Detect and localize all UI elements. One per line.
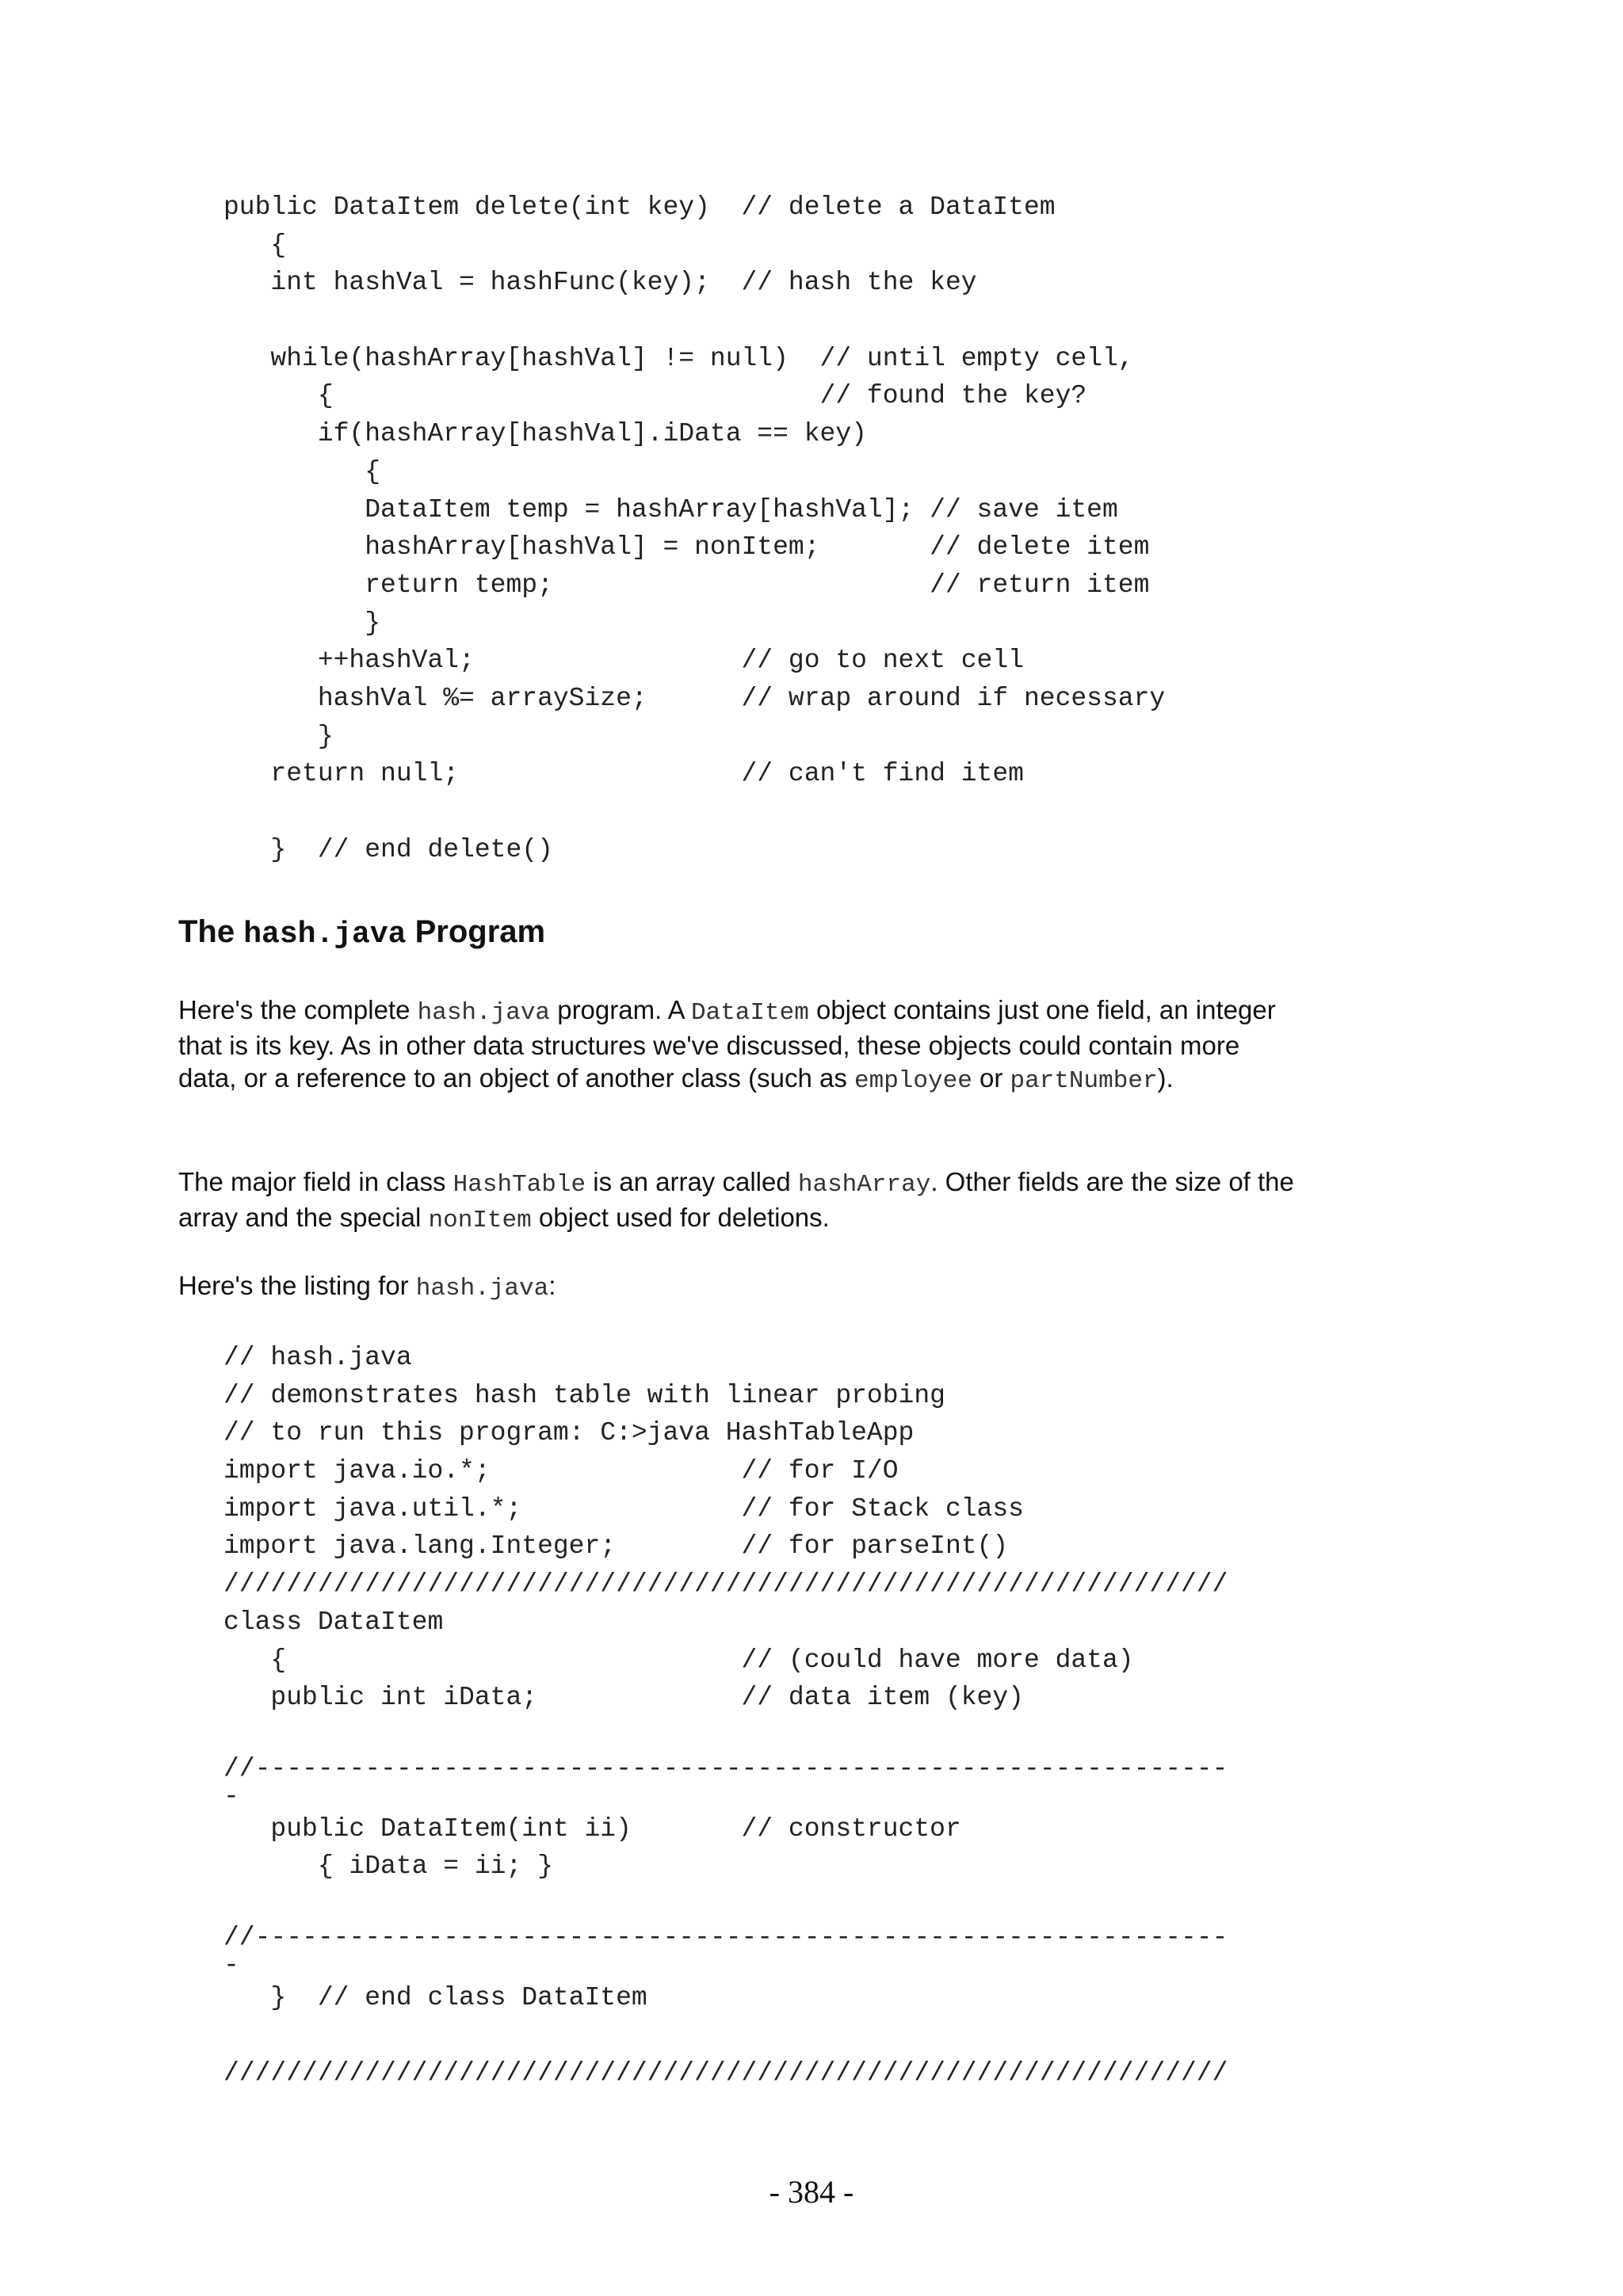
heading-code: hash.java [243,917,407,952]
para-text: Here's the complete [178,995,418,1024]
para-text: object contains just one field, an integer that is its key. As in other data structures we've discussed, these objects could contain more data, or a reference to an object of another class (such as [178,995,1276,1093]
code-line-blank [223,793,1165,831]
code-line-divider: //-------------------------------------------------------------- [223,1753,1228,1783]
inline-code: hash.java [415,1275,549,1302]
code-line: // hash.java [223,1343,412,1372]
code-line-divider: //-------------------------------------------------------------- [223,1922,1228,1952]
section-heading [178,911,545,955]
code-line-blank [223,1717,1228,1755]
code-block-delete-method [223,189,1165,868]
code-line: import java.util.*; // for Stack class [223,1493,1024,1524]
code-line: class DataItem [223,1607,444,1637]
code-line: } // end delete() [223,834,553,864]
inline-code: hashArray [797,1171,931,1199]
code-line: public int iData; // data item (key) [223,1683,1024,1713]
inline-code: hash.java [417,999,551,1027]
code-line: public DataItem delete(int key) // delete a DataItem [223,193,1056,222]
code-line: import java.lang.Integer; // for parseInt() [223,1531,1009,1562]
para-text: or [972,1063,1010,1093]
code-line-divider-wrap: - [223,1950,239,1980]
code-line-blank [223,1886,1228,1924]
code-line: { // found the key? [223,381,1087,411]
inline-code: HashTable [453,1171,586,1199]
code-line: import java.io.*; // for I/O [223,1456,899,1486]
code-line: } [223,608,381,638]
code-line: hashVal %= arraySize; // wrap around if necessary [223,683,1166,713]
code-line: public DataItem(int ii) // constructor [223,1814,961,1844]
code-line: hashArray[hashVal] = nonItem; // delete item [223,532,1150,563]
code-line: // to run this program: C:>java HashTableApp [223,1418,915,1448]
code-line: { iData = ii; } [223,1852,553,1882]
code-line: { [223,230,287,260]
paragraph-hashtable-fields [178,1165,1304,1237]
code-line-blank [223,302,1165,340]
code-line: { // (could have more data) [223,1645,1134,1675]
heading-suffix: Program [406,914,546,949]
code-line: int hashVal = hashFunc(key); // hash the key [223,268,977,298]
para-text: . Other fields are the size of the array and the special [178,1167,1294,1232]
code-line-separator: //////////////////////////////////////////////////////////////// [223,2058,1228,2088]
inline-code: nonItem [428,1207,532,1234]
para-text: object used for deletions. [531,1203,830,1232]
code-block-hash-java-listing [223,1339,1228,2092]
code-line: ++hashVal; // go to next cell [223,646,1024,676]
code-line: } // end class DataItem [223,1982,647,2012]
inline-code: DataItem [690,999,809,1027]
code-line: return null; // can't find item [223,759,1024,789]
code-line: // demonstrates hash table with linear probing [223,1380,945,1410]
inline-code: partNumber [1010,1067,1158,1095]
para-text: Here's the listing for [178,1271,416,1300]
code-line: if(hashArray[hashVal].iData == key) [223,419,867,449]
paragraph-intro [178,994,1304,1097]
code-line: while(hashArray[hashVal] != null) // until empty cell, [223,343,1134,373]
inline-code: employee [854,1067,972,1095]
para-text: is an array called [586,1167,798,1196]
code-line: DataItem temp = hashArray[hashVal]; // save item [223,494,1118,524]
page-number: - 384 - [769,2174,854,2210]
para-text: : [548,1271,556,1300]
para-text: program. A [550,995,691,1024]
code-line: } [223,721,334,751]
code-line-separator: //////////////////////////////////////////////////////////////// [223,1569,1228,1600]
code-line-divider-wrap: - [223,1781,239,1811]
code-line-blank [223,2016,1228,2054]
heading-prefix: The [178,914,244,949]
paragraph-listing-intro [178,1269,1304,1305]
para-text: The major field in class [178,1167,453,1196]
para-text: ). [1157,1063,1174,1093]
code-line: return temp; // return item [223,570,1150,600]
code-line: { [223,456,381,486]
